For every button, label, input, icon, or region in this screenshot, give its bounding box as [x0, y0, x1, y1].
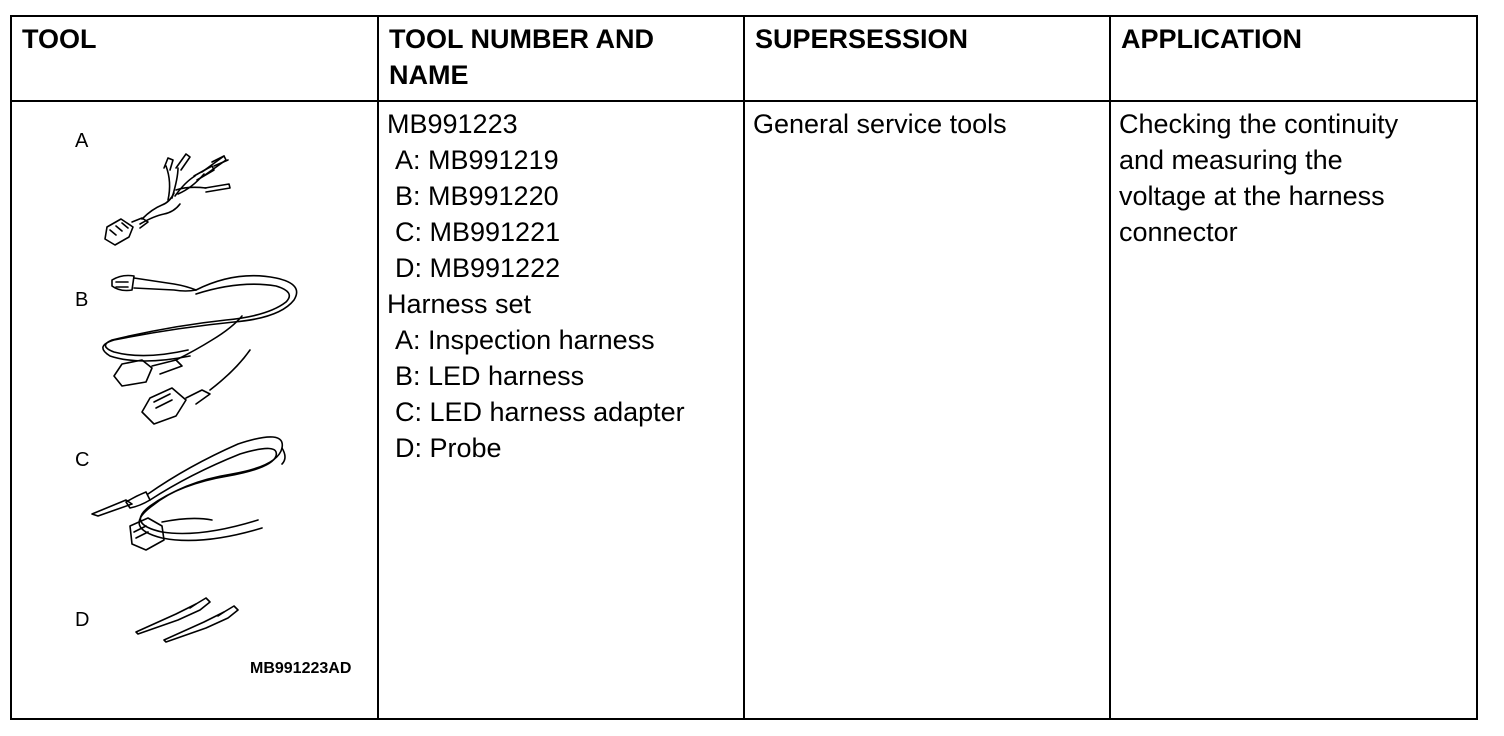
tool-letter-a: A	[75, 130, 89, 152]
tool-number-line: Harness set	[387, 289, 532, 319]
tool-number-line: D: MB991222	[395, 253, 561, 283]
supersession-cell	[744, 101, 1110, 719]
header-tool: TOOL	[11, 16, 378, 101]
application-line-2: and measuring the	[1119, 145, 1343, 175]
tool-letter-d: D	[75, 609, 90, 631]
tool-row	[11, 101, 1477, 719]
header-tool-number-and-name	[378, 16, 744, 101]
probe-icon	[136, 598, 238, 642]
tool-number-line: B: MB991220	[395, 181, 559, 211]
tool-letter-c: C	[75, 449, 90, 471]
tool-illustration	[12, 102, 375, 718]
tool-number-line: C: MB991221	[395, 217, 561, 247]
application-line-4: connector	[1119, 217, 1238, 247]
supersession-text: General service tools	[753, 109, 1007, 139]
drawing-code: MB991223AD	[250, 660, 352, 677]
tool-number-line: C: LED harness adapter	[395, 397, 685, 427]
tool-letter-b: B	[75, 289, 89, 311]
tool-number-line: MB991223	[387, 109, 518, 139]
tool-number-line: D: Probe	[395, 433, 502, 463]
tool-number-line: A: MB991219	[395, 145, 559, 175]
tool-number-line: A: Inspection harness	[395, 325, 655, 355]
header-tool-number-line-2: NAME	[389, 60, 469, 90]
inspection-harness-icon	[105, 154, 230, 245]
header-supersession: SUPERSESSION	[744, 16, 1110, 101]
application-cell	[1110, 101, 1477, 719]
header-tool-number-line-1: TOOL NUMBER AND	[389, 24, 655, 54]
led-harness-adapter-icon	[92, 437, 285, 550]
header-application: APPLICATION	[1110, 16, 1477, 101]
led-harness-icon	[103, 276, 297, 425]
application-line-1: Checking the continuity	[1119, 109, 1399, 139]
header-row	[11, 16, 1477, 101]
tool-illustration-cell	[11, 101, 378, 719]
application-line-3: voltage at the harness	[1119, 181, 1385, 211]
tool-number-line: B: LED harness	[395, 361, 585, 391]
tool-table	[10, 15, 1478, 720]
tool-number-cell	[378, 101, 744, 719]
